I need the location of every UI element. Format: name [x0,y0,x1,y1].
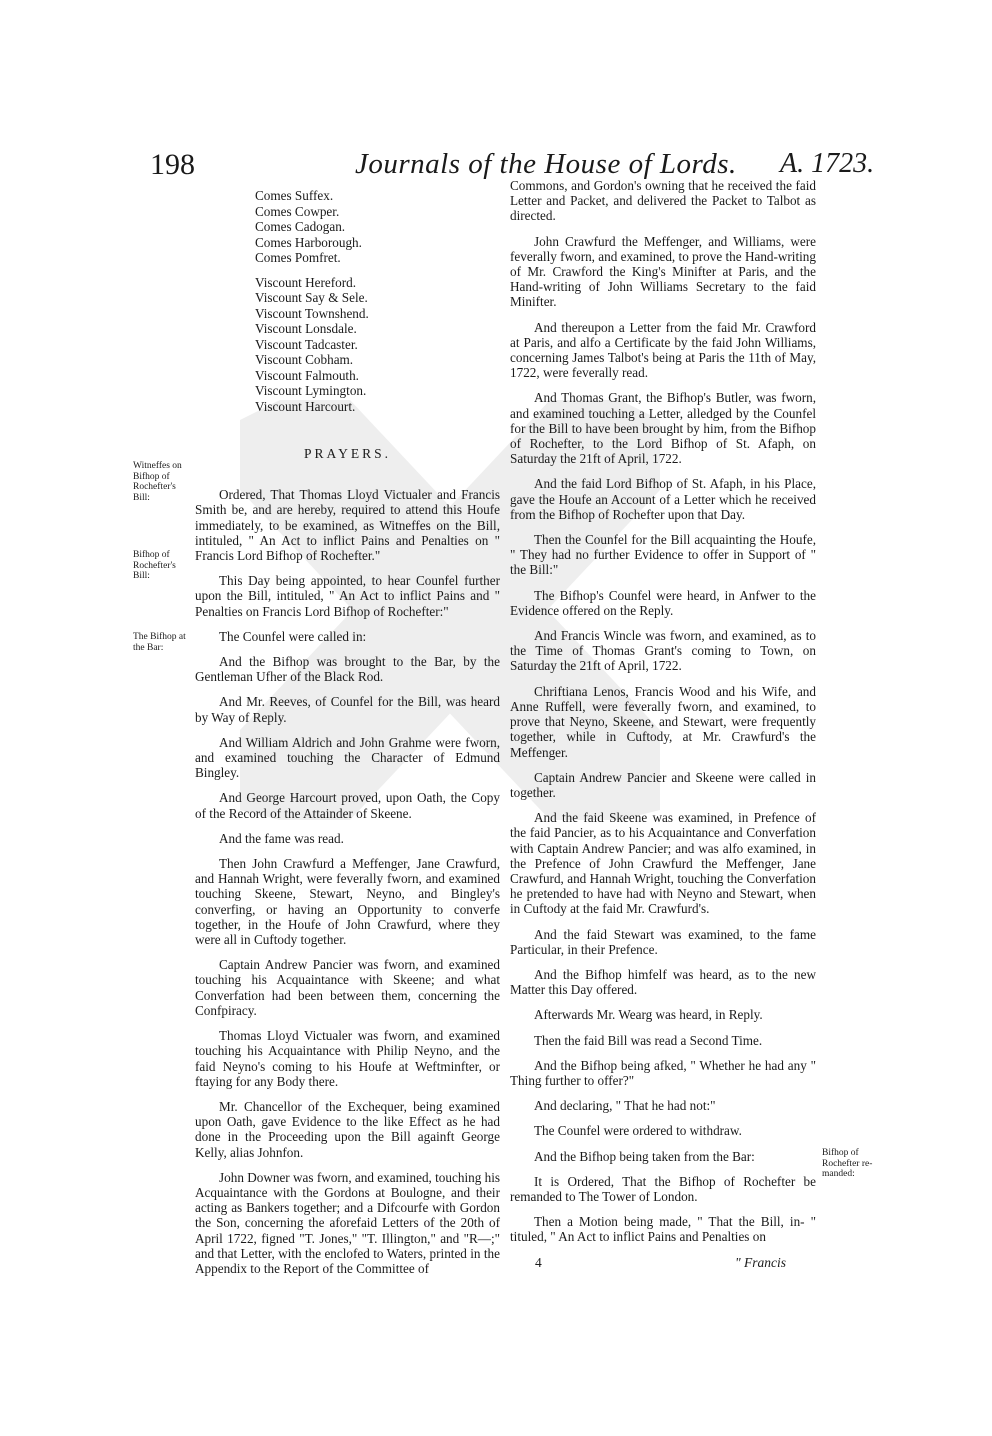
paragraph: Thomas Lloyd Victualer was fworn, and examined touching his Acquaintance with Philip Neyno, and the faid Neyno's coming to his Houfe at Weftminfter, or ftaying for any Body there. [195,1028,500,1089]
paragraph: The Bifhop's Counfel were heard, in Anfwer to the Evidence offered on the Reply. [510,587,816,618]
paragraph: John Downer was fworn, and examined, touching his Acquaintance with the Gordons at Boulogne, and their acting as Bankers together; and a Difcourfe with Gordon the Son, concerning the aforefaid Letters of the 20th of April 1722, figned "T. Jones," "T. Illington," and "R—;" and that Letter, with the enclofed to Waters, printed in the Appendix to the Report of the Committee of [195,1169,500,1276]
paragraph: John Crawfurd the Meffenger, and Williams, were feverally fworn, and examined, to prove the Hand-writing of Mr. Crawford the King's Minifter at Paris, and the Hand-writing of John Williams Secretary to the faid Minifter. [510,233,816,310]
paragraph: And William Aldrich and John Grahme were fworn, and examined touching the Character of Edmund Bingley. [195,734,500,781]
paragraph: Afterwards Mr. Wearg was heard, in Reply. [534,1007,763,1023]
paragraph: The Counfel were called in: [219,628,367,644]
list-item: Comes Cadogan. [255,219,346,234]
paragraph: It is Ordered, That the Bifhop of Rochefter be remanded to The Tower of London. [510,1173,816,1204]
right-column [510,178,816,1255]
paragraph: And Mr. Reeves, of Counfel for the Bill, was heard by Way of Reply. [195,694,500,725]
paragraph: And George Harcourt proved, upon Oath, the Copy of the Record of the Attainder of Skeene. [195,790,500,821]
paragraph: And the faid Lord Bifhop of St. Afaph, in his Place, gave the Houfe an Account of a Letter which he received from the Bifhop of Rochefter upon that Day. [510,476,816,522]
paragraph: Captain Andrew Pancier and Skeene were called in together. [510,769,816,800]
margin-note-witnesses: Witneffes on Bifhop of Rochefter's Bill: [133,461,182,503]
paragraph: Ordered, That Thomas Lloyd Victualer and Francis Smith be, and are hereby, required to attend this Houfe immediately, to be examined, as Witneffes on the Bill, intituled, " An Act to inflict Pains and Penalties on " Francis Lord Bifhop of Rochefter." [195,487,500,564]
margin-note-bishop-bar: The Bifhop at the Bar: [133,632,186,653]
paragraph: Chriftiana Lenos, Francis Wood and his Wife, and Anne Ruffell, were feverally fworn, and examined, to prove that Neyno, Skeene, and Stewart, were frequently together, while in Cuftody, at Mr. Crawfurd's the Meffenger. [510,683,816,760]
list-comes [255,188,500,266]
paragraph: Then a Motion being made, " That the Bill, in- " tituled, " An Act to inflict Pains and Penalties on [510,1214,816,1245]
paragraph: And Francis Wincle was fworn, and examined, as to the Time of Thomas Grant's coming to Town, on Saturday the 21ft of April, 1722. [510,628,816,674]
paragraph: And the Bifhop was brought to the Bar, by the Gentleman Ufher of the Black Rod. [195,654,500,685]
paragraph: And the faid Skeene was examined, in Prefence of the faid Pancier, as to his Acquaintance and Converfation with Captain Andrew Pancier; and was alfo examined, in the Prefence of John Crawfurd the Meffenger, Jane Crawfurd, and Hannah Wright, touching the Converfation he pretended to have had with Neyno and Stewart, when in Cuftody at the faid Mr. Crawfurd's. [510,810,816,917]
paragraph: And the fame was read. [219,830,344,846]
paragraph: And the Bifhop himfelf was heard, as to the new Matter this Day offered. [510,966,816,998]
list-item: Comes Cowper. [255,203,340,219]
paragraph: And declaring, " That he had not:" [534,1098,716,1114]
margin-note-remanded: Bifhop of Rochefter re-manded: [822,1148,873,1179]
list-item: Viscount Falmouth. [255,367,359,383]
list-item: Viscount Cobham. [255,352,354,367]
paragraph: And the Bifhop being taken from the Bar: [534,1148,755,1164]
list-item: Viscount Townshend. [255,305,369,321]
paragraph: Mr. Chancellor of the Exchequer, being examined upon Oath, gave Evidence to the like Effect as he had done in the Proceeding upon the Bill againft George Kelly, alias Johnfon. [195,1098,500,1160]
paragraph: Then the Counfel for the Bill acquainting the Houfe, " They had no further Evidence to offer in Support of " the Bill:" [510,532,816,578]
paragraph: This Day being appointed, to hear Counfel further upon the Bill, intituled, " An Act to inflict Pains and " Penalties on Francis Lord Bifhop of Rochefter:" [195,573,500,619]
list-item: Viscount Tadcaster. [255,336,358,352]
list-item: Viscount Say & Sele. [255,290,368,305]
list-item: Viscount Lonsdale. [255,321,357,336]
list-item: Comes Harborough. [255,234,362,250]
paragraph: The Counfel were ordered to withdraw. [534,1123,742,1139]
list-viscounts [255,275,500,415]
left-column [195,188,500,1286]
catchword: " Francis [735,1255,787,1270]
paragraph: Then the faid Bill was read a Second Time. [534,1032,763,1048]
prayers-heading: PRAYERS. [304,446,391,461]
paragraph: Captain Andrew Pancier was fworn, and examined touching his Acquaintance with Skeene; and what Converfation had been between them, concerning the Confpiracy. [195,957,500,1018]
page-number: 198 [150,148,195,181]
list-item: Viscount Lymington. [255,383,367,398]
list-item: Comes Pomfret. [255,250,341,265]
signature-mark: 4 [535,1255,542,1270]
paragraph: And the Bifhop being afked, " Whether he had any " Thing further to offer?" [510,1057,816,1088]
margin-note-bishop-bill: Bifhop of Rochefter's Bill: [133,550,176,581]
list-item: Viscount Harcourt. [255,398,356,414]
paragraph: And Thomas Grant, the Bifhop's Butler, was fworn, and examined touching a Letter, alledged by the Counfel for the Bill to have been brought by him, from the Bifhop of Rochefter, to the Lord Bifhop of St. Afaph, on Saturday the 21ft of April, 1722. [510,390,816,467]
list-item: Comes Suffex. [255,188,334,203]
paragraph: And the faid Stewart was examined, to the fame Particular, in their Prefence. [510,926,816,957]
paragraph: And thereupon a Letter from the faid Mr. Crawford at Paris, and alfo a Certificate by the faid John Williams, concerning James Talbot's being at Paris the 11th of May, 1722, were feverally read. [510,319,816,381]
year-heading: A. 1723. [780,148,875,179]
journal-title: Journals of the House of Lords. [355,148,737,180]
paragraph: Commons, and Gordon's owning that he received the faid Letter and Packet, and delivered the Packet to Talbot as directed. [510,178,816,224]
paragraph: Then John Crawfurd a Meffenger, Jane Crawfurd, and Hannah Wright, were feverally fworn, and examined touching Skeene, Stewart, Neyno, and Bingley's converfing, or having an Opportunity to converfe together, in the Houfe of John Crawfurd, where they were all in Cuftody together. [195,856,500,948]
list-item: Viscount Hereford. [255,274,357,290]
